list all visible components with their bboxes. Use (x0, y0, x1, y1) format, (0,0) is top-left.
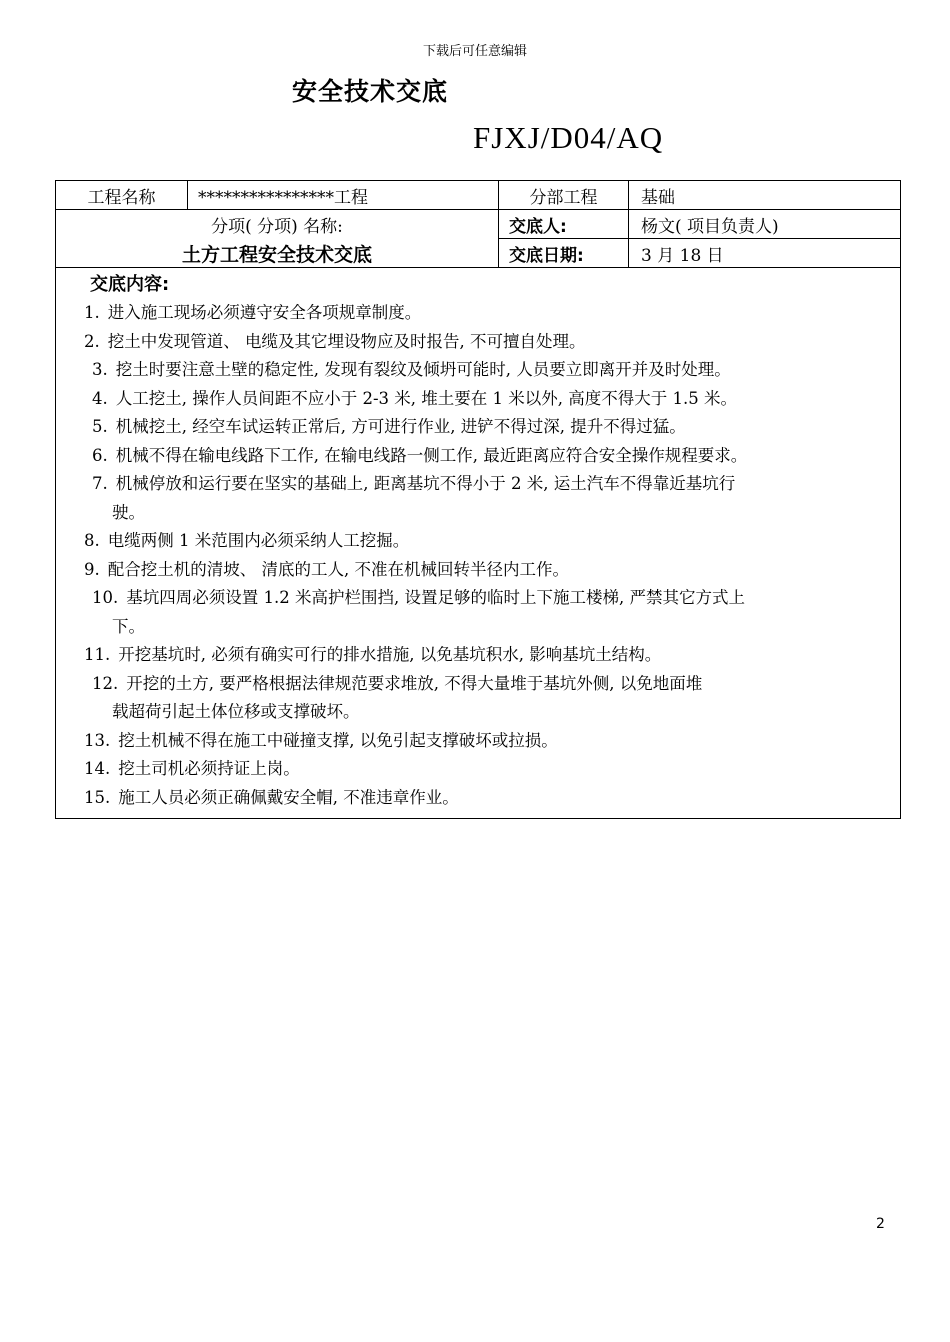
item-text-continued: 下。 (112, 616, 145, 636)
project-name-value: ****************工程 (188, 181, 499, 209)
item-number: 7. (92, 474, 108, 493)
list-item (56, 584, 900, 641)
project-name-label: 工程名称 (56, 181, 188, 209)
list-item (56, 527, 900, 556)
subitem-block (56, 210, 900, 268)
download-note: 下载后可任意编辑 (422, 44, 527, 59)
item-number: 4. (92, 388, 108, 408)
item-text: 开挖基坑时, 必须有确实可行的排水措施, 以免基坑积水, 影响基坑土结构。 (118, 645, 662, 664)
item-text: 施工人员必须正确佩戴安全帽, 不准违章作业。 (118, 787, 459, 807)
item-text: 开挖的土方, 要严格根据法律规范要求堆放, 不得大量堆于基坑外侧, 以免地面堆 (126, 673, 703, 693)
page-number: 2 (876, 1216, 885, 1232)
item-text: 挖土司机必须持证上岗。 (118, 759, 300, 778)
list-item (56, 328, 900, 357)
item-number: 10. (92, 588, 119, 607)
subitem-cell (56, 210, 499, 267)
item-text: 挖土中发现管道、 电缆及其它埋设物应及时报告, 不可擅自处理。 (107, 331, 586, 351)
item-text: 机械挖土, 经空车试运转正常后, 方可进行作业, 进铲不得过深, 提升不得过猛。 (115, 417, 686, 436)
briefing-content (56, 268, 900, 818)
item-number: 6. (92, 445, 108, 465)
item-number: 5. (92, 417, 108, 436)
list-item (56, 670, 900, 727)
list-item (56, 470, 900, 527)
item-number: 12. (92, 673, 119, 693)
item-number: 14. (84, 759, 111, 778)
item-number: 2. (84, 331, 100, 351)
list-item (56, 413, 900, 442)
list-item (56, 784, 900, 813)
handover-info (499, 210, 900, 267)
handover-person-value: 杨文( 项目负责人) (641, 216, 779, 237)
item-number: 8. (84, 531, 100, 550)
document-title: 安全技术交底 (292, 77, 449, 106)
item-text: 进入施工现场必须遵守安全各项规章制度。 (107, 303, 422, 322)
list-item (56, 727, 900, 756)
list-item (56, 442, 900, 471)
list-item (56, 755, 900, 784)
safety-briefing-form (55, 180, 901, 819)
subitem-label: 分项( 分项) 名称: (211, 217, 343, 237)
handover-date-row (499, 238, 900, 267)
document-code: FJXJ/D04/AQ (473, 120, 664, 155)
item-text-continued: 驶。 (112, 502, 145, 522)
item-text: 人工挖土, 操作人员间距不应小于 2-3 米, 堆土要在 1 米以外, 高度不得大于 1.5 米。 (115, 388, 737, 408)
item-text: 机械不得在输电线路下工作, 在输电线路一侧工作, 最近距离应符合安全操作规程要求。 (115, 445, 748, 465)
handover-date-label: 交底日期: (499, 239, 629, 267)
list-item (56, 641, 900, 670)
item-number: 1. (84, 303, 100, 322)
subitem-value: 土方工程安全技术交底 (181, 243, 372, 266)
item-text: 配合挖土机的清坡、 清底的工人, 不准在机械回转半径内工作。 (107, 559, 569, 579)
content-title: 交底内容: (90, 274, 170, 295)
handover-date-value: 3 月 18 日 (641, 245, 724, 266)
item-text: 电缆两侧 1 米范围内必须采纳人工挖掘。 (107, 531, 410, 550)
item-text: 基坑四周必须设置 1.2 米高护栏围挡, 设置足够的临时上下施工楼梯, 严禁其它方式上 (126, 588, 745, 607)
item-number: 13. (84, 730, 111, 750)
item-text-continued: 载超荷引起土体位移或支撑破坏。 (112, 702, 360, 721)
handover-person-row (499, 210, 900, 238)
list-item (56, 556, 900, 585)
item-number: 9. (84, 559, 100, 579)
list-item (56, 299, 900, 328)
item-text: 挖土时要注意土壁的稳定性, 发现有裂纹及倾坍可能时, 人员要立即离开并及时处理。 (115, 360, 731, 379)
item-number: 15. (84, 787, 111, 807)
project-row (56, 181, 900, 210)
item-number: 3. (92, 360, 108, 379)
item-text: 机械停放和运行要在坚实的基础上, 距离基坑不得小于 2 米, 运土汽车不得靠近基坑行 (115, 474, 736, 493)
division-value: 基础 (641, 187, 675, 208)
list-item (56, 356, 900, 385)
item-number: 11. (84, 645, 111, 664)
list-item (56, 385, 900, 414)
item-text: 挖土机械不得在施工中碰撞支撑, 以免引起支撑破坏或拉损。 (118, 730, 558, 750)
division-label: 分部工程 (499, 181, 629, 209)
handover-person-label: 交底人: (499, 210, 629, 238)
